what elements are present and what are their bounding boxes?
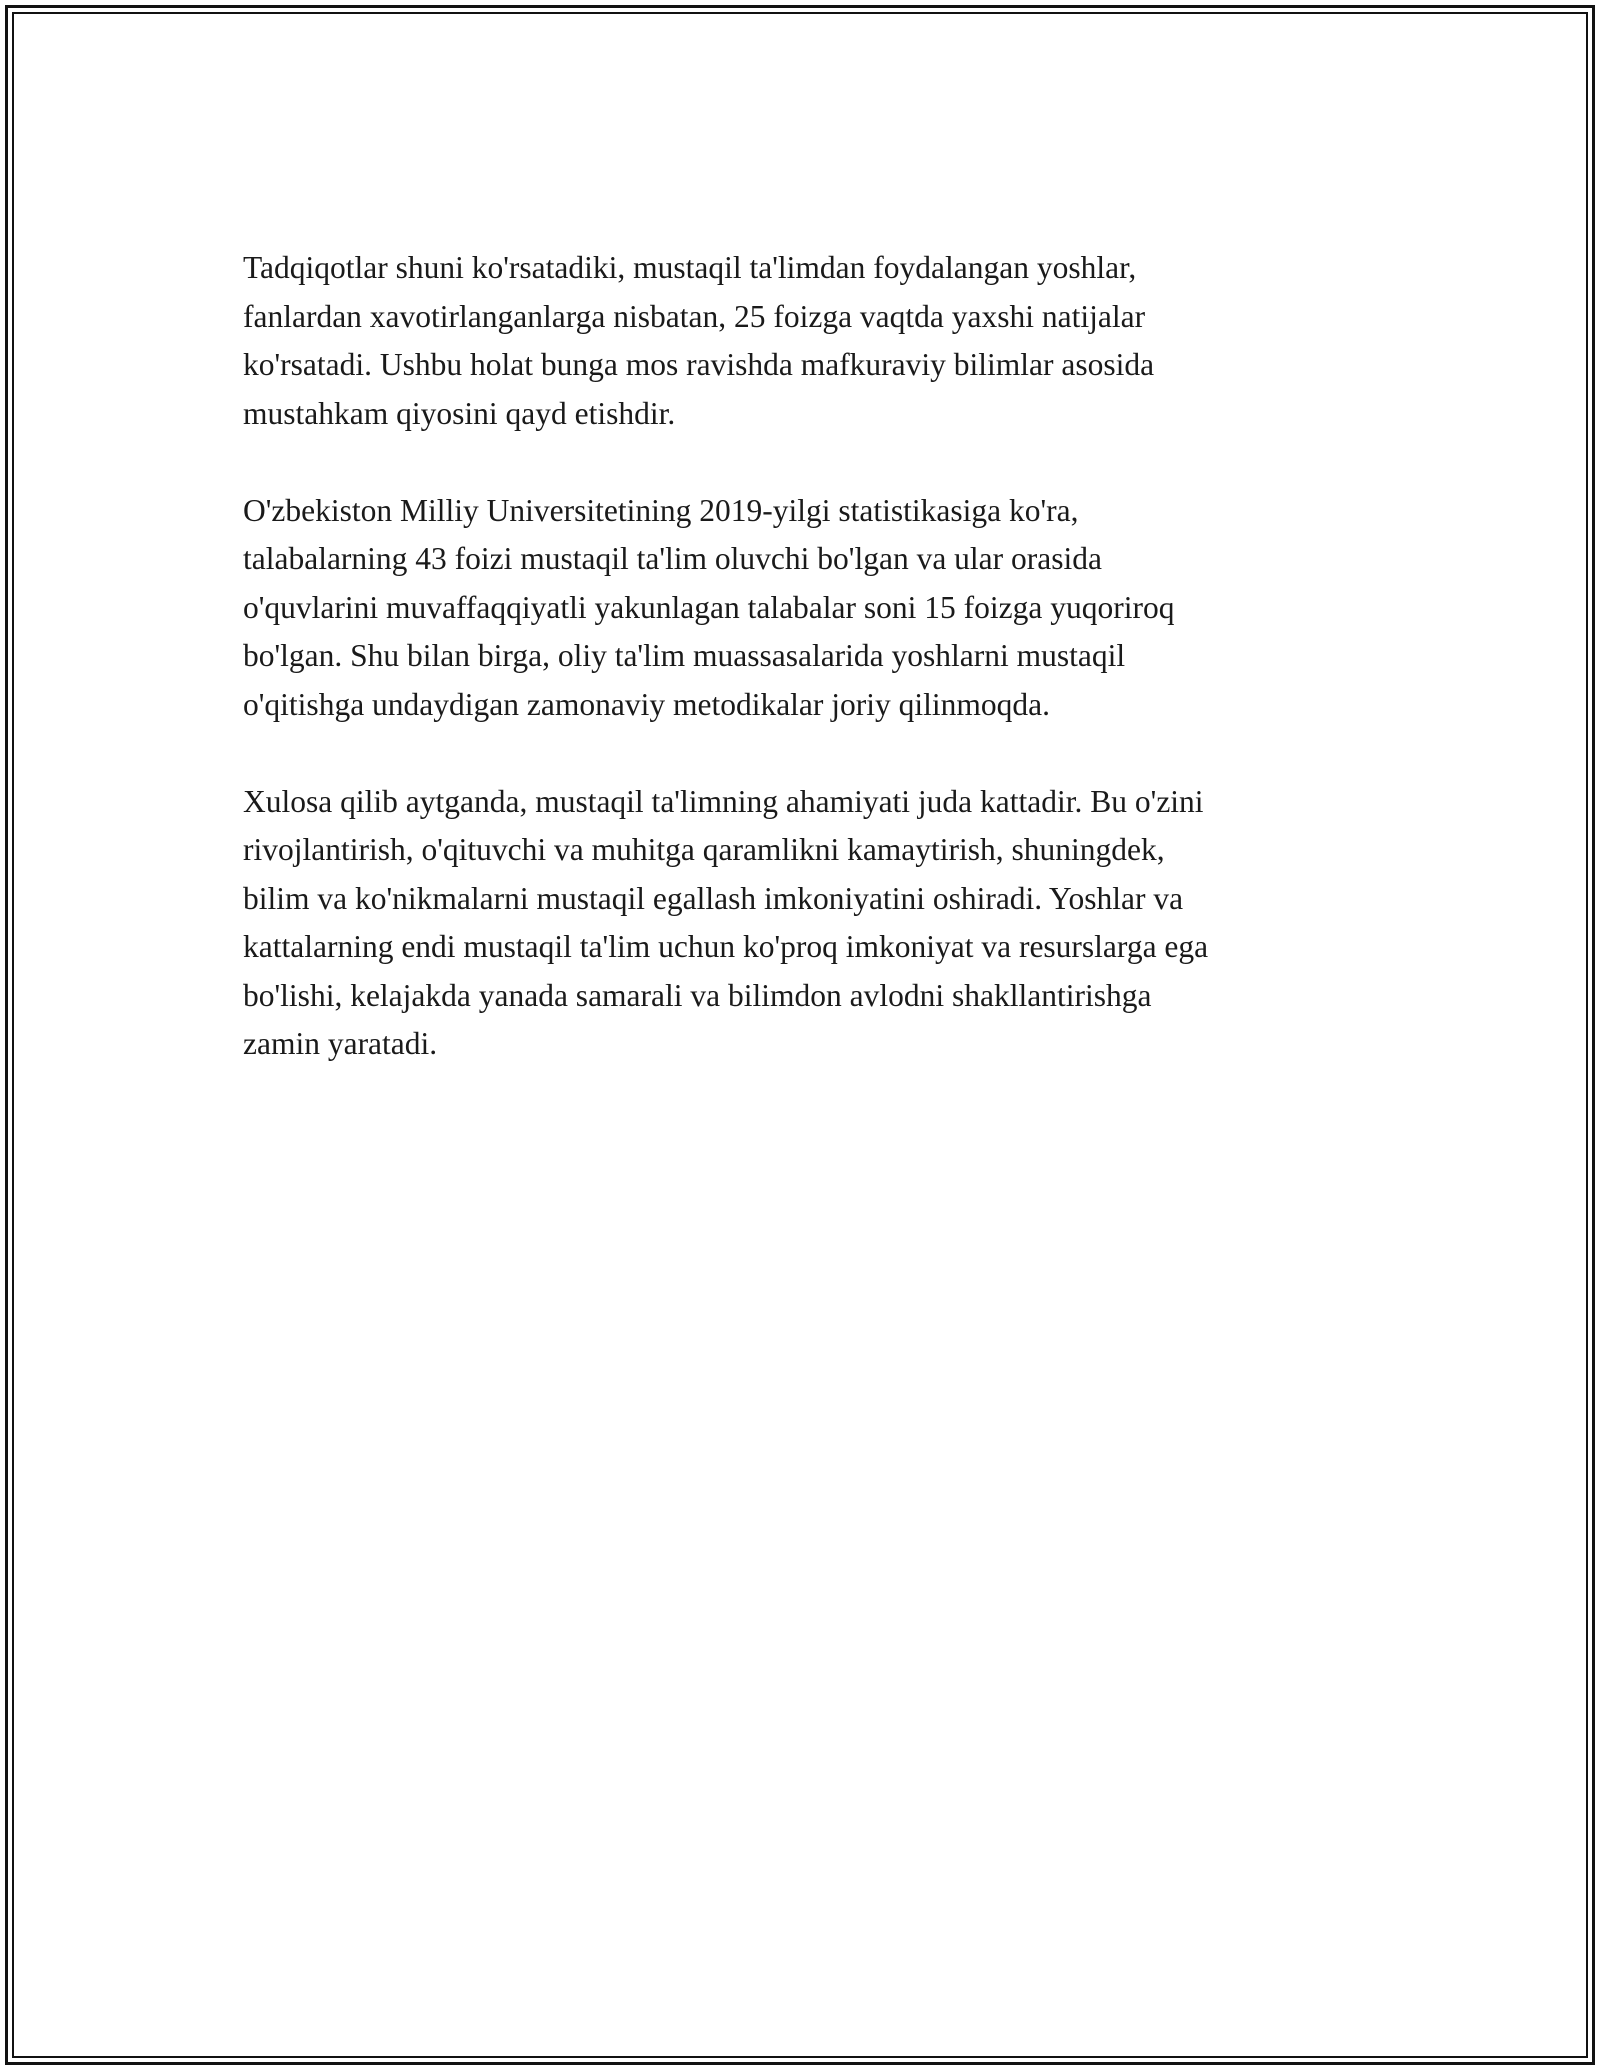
text-line: zamin yaratadi. (243, 1026, 438, 1061)
text-line: Xulosa qilib aytganda, mustaqil ta'limning ahamiyati juda kattadir. Bu o'zini (243, 783, 1204, 819)
document-body (243, 244, 1393, 1117)
text-line: o'qitishga undaydigan zamonaviy metodikalar joriy qilinmoqda. (243, 686, 1051, 722)
text-line: Tadqiqotlar shuni ko'rsatadiki, mustaqil ta'limdan foydalangan yoshlar, (243, 250, 1137, 285)
text-line: bo'lgan. Shu bilan birga, oliy ta'lim muassasalarida yoshlarni mustaqil (243, 638, 1126, 673)
paragraph-research-findings (243, 244, 1393, 438)
text-line: rivojlantirish, o'qituvchi va muhitga qaramlikni kamaytirish, shuningdek, (243, 832, 1165, 867)
text-line: kattalarning endi mustaqil ta'lim uchun ko'proq imkoniyat va resurslarga ega (243, 929, 1209, 964)
text-line: bilim va ko'nikmalarni mustaqil egallash imkoniyatini oshiradi. Yoshlar va (243, 880, 1184, 916)
text-line: mustahkam qiyosini qayd etishdir. (243, 395, 676, 431)
text-line: talabalarning 43 foizi mustaqil ta'lim oluvchi bo'lgan va ular orasida (243, 541, 1102, 576)
paragraph-conclusion (243, 778, 1393, 1069)
paragraph-university-statistics (243, 487, 1393, 730)
text-line: fanlardan xavotirlanganlarga nisbatan, 25 foizga vaqtda yaxshi natijalar (243, 298, 1146, 334)
text-line: O'zbekiston Milliy Universitetining 2019-yilgi statistikasiga ko'ra, (243, 492, 1079, 528)
text-line: ko'rsatadi. Ushbu holat bunga mos ravishda mafkuraviy bilimlar asosida (243, 347, 1155, 382)
page-frame (5, 5, 1595, 2065)
text-line: bo'lishi, kelajakda yanada samarali va bilimdon avlodni shakllantirishga (243, 977, 1152, 1013)
text-line: o'quvlarini muvaffaqqiyatli yakunlagan talabalar soni 15 foizga yuqoriroq (243, 589, 1175, 625)
